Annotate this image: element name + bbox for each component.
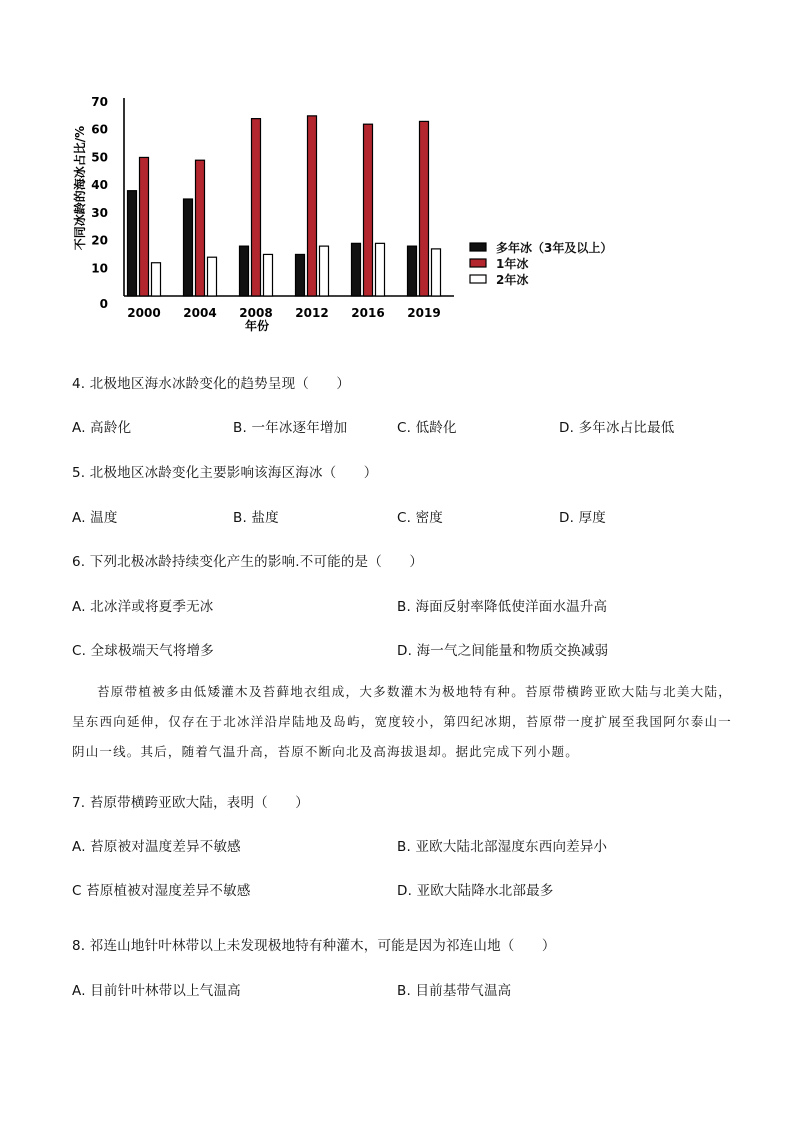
legend-label-1-year: 1年冰: [496, 257, 529, 271]
bar-2019-series-3: [432, 249, 441, 296]
q6-option-d[interactable]: D. 海一气之间能量和物质交换减弱: [397, 643, 609, 659]
x-tick-label-2012: 2012: [295, 306, 329, 320]
q5-option-b[interactable]: B. 盐度: [233, 510, 279, 526]
bar-2004-series-3: [208, 257, 217, 296]
q7-option-a[interactable]: A. 苔原被对温度差异不敏感: [72, 839, 241, 855]
question-5-stem: 5. 北极地区冰龄变化主要影响该海区海冰（ ）: [72, 465, 378, 481]
bar-2008-series-1: [240, 246, 249, 296]
legend-swatch-2: [470, 259, 486, 267]
bar-2008-series-3: [264, 254, 273, 296]
legend-label-multi-year: 多年冰（3年及以上）: [496, 241, 613, 255]
y-tick-label-70: 70: [91, 95, 108, 109]
bar-2012-series-2: [308, 116, 317, 296]
x-axis-label: 年份: [244, 319, 270, 333]
q4-option-a[interactable]: A. 高龄化: [72, 420, 132, 436]
legend-label-2-year: 2年冰: [496, 273, 529, 287]
ice-age-bar-chart: [70, 88, 490, 338]
bar-2019-series-1: [408, 246, 417, 296]
y-tick-label-10: 10: [91, 261, 108, 276]
q5-option-a[interactable]: A. 温度: [72, 510, 118, 526]
bar-2016-series-3: [376, 243, 385, 296]
x-tick-label-2000: 2000: [127, 306, 161, 320]
question-8-stem: 8. 祁连山地针叶林带以上未发现极地特有种灌木，可能是因为祁连山地（ ）: [72, 938, 556, 954]
y-tick-label-50: 50: [91, 150, 108, 165]
chart-legend: [470, 243, 486, 283]
question-4-stem: 4. 北极地区海水冰龄变化的趋势呈现（ ）: [72, 376, 351, 392]
y-tick-label-30: 30: [91, 205, 108, 220]
q6-option-c[interactable]: C. 全球极端天气将增多: [72, 643, 214, 659]
x-tick-label-2004: 2004: [183, 306, 217, 320]
bar-2012-series-1: [296, 254, 305, 296]
bar-2000-series-2: [140, 157, 149, 296]
q8-option-b[interactable]: B. 目前基带气温高: [397, 983, 512, 999]
chart-legend-labels: [496, 240, 612, 288]
y-tick-label-60: 60: [91, 122, 108, 137]
legend-swatch-1: [470, 243, 486, 251]
bar-2000-series-3: [152, 263, 161, 296]
q4-option-b[interactable]: B. 一年冰逐年增加: [233, 420, 348, 436]
bar-2012-series-3: [320, 246, 329, 296]
q6-option-b[interactable]: B. 海面反射率降低使洋面水温升高: [397, 599, 608, 615]
y-tick-label-0: 0: [99, 297, 108, 311]
y-tick-label-20: 20: [91, 233, 108, 248]
bar-2004-series-2: [196, 160, 205, 296]
bar-2019-series-2: [420, 121, 429, 296]
chart-axes: [124, 98, 454, 296]
q6-option-a[interactable]: A. 北冰洋或将夏季无冰: [72, 599, 214, 615]
q7-option-c[interactable]: C 苔原植被对湿度差异不敏感: [72, 883, 251, 899]
x-tick-label-2019: 2019: [407, 306, 441, 320]
legend-swatch-3: [470, 275, 486, 283]
q4-option-c[interactable]: C. 低龄化: [397, 420, 457, 436]
bar-2008-series-2: [252, 119, 261, 296]
bar-2016-series-2: [364, 124, 373, 296]
bar-2000-series-1: [128, 191, 137, 296]
chart-bars: [128, 116, 441, 296]
bar-2016-series-1: [352, 243, 361, 296]
question-7-stem: 7. 苔原带横跨亚欧大陆，表明（ ）: [72, 795, 309, 811]
bar-2004-series-1: [184, 199, 193, 296]
y-axis-label: 不同冰龄的海冰占比/%: [73, 125, 87, 251]
q5-option-d[interactable]: D. 厚度: [559, 510, 606, 526]
question-6-stem: 6. 下列北极冰龄持续变化产生的影响.不可能的是（ ）: [72, 554, 424, 570]
q8-option-a[interactable]: A. 目前针叶林带以上气温高: [72, 983, 241, 999]
y-tick-label-40: 40: [91, 178, 108, 193]
q4-option-d[interactable]: D. 多年冰占比最低: [559, 420, 675, 436]
q5-option-c[interactable]: C. 密度: [397, 510, 444, 526]
x-tick-label-2008: 2008: [239, 306, 273, 320]
x-tick-label-2016: 2016: [351, 306, 385, 320]
q7-option-d[interactable]: D. 亚欧大陆降水北部最多: [397, 883, 554, 899]
reading-passage: 苔原带植被多由低矮灌木及苔藓地衣组成，大多数灌木为极地特有种。苔原带横跨亚欧大陆与北美大陆，呈东西向延伸，仅存在于北冰洋沿岸陆地及岛屿，宽度较小，第四纪冰期，苔原带一度扩展至我国阿尔泰山一阴山一线。其后，随着气温升高，苔原不断向北及高海拔退却。据此完成下列小题。: [72, 684, 732, 759]
q7-option-b[interactable]: B. 亚欧大陆北部湿度东西向差异小: [397, 839, 608, 855]
